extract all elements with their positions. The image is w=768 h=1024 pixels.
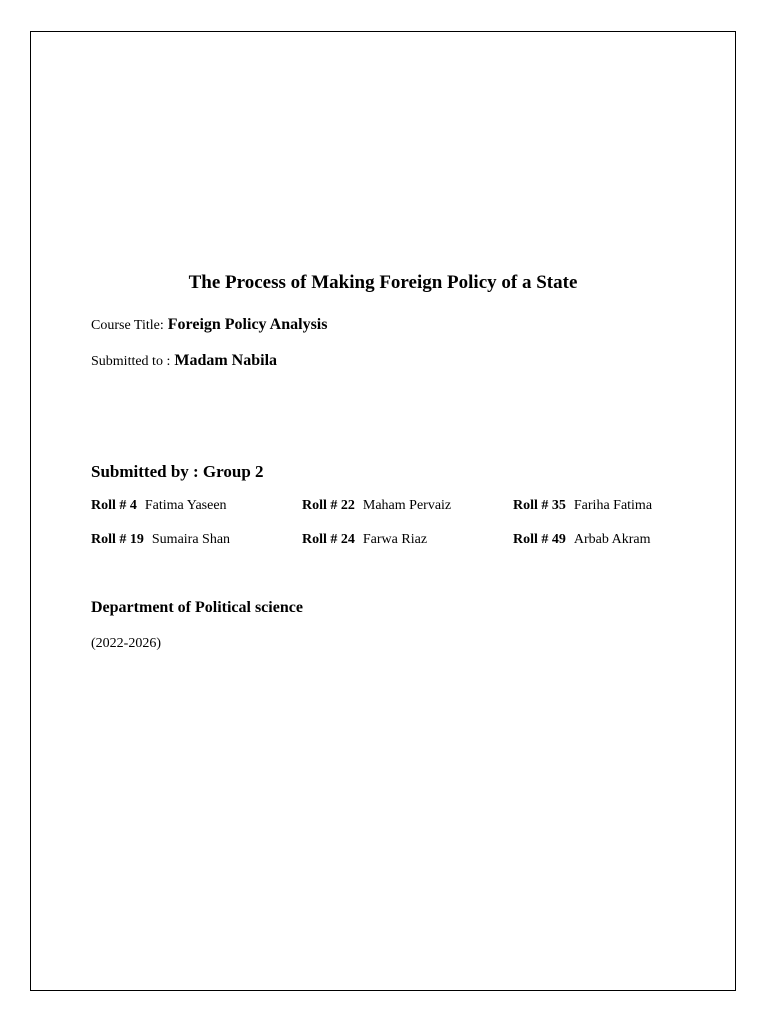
department-heading: Department of Political science [91, 599, 303, 616]
cover-page [30, 31, 736, 991]
member-name: Arbab Akram [573, 532, 651, 547]
member-entry [91, 532, 230, 548]
member-name: Sumaira Shan [151, 532, 231, 547]
submitted-by-heading: Submitted by : Group 2 [91, 462, 264, 481]
member-name: Farwa Riaz [362, 532, 428, 547]
roll-number: Roll # 49 [513, 532, 566, 547]
member-entry [302, 532, 427, 548]
course-title-label: Course Title: [91, 318, 164, 333]
member-entry [513, 532, 650, 548]
submitted-to-value: Madam Nabila [174, 352, 278, 369]
session-years: (2022-2026) [91, 636, 161, 651]
member-name: Fariha Fatima [573, 498, 653, 513]
member-entry [91, 498, 227, 514]
member-name: Maham Pervaiz [362, 498, 452, 513]
member-entry [513, 498, 652, 514]
submitted-to-label: Submitted to : [91, 354, 171, 369]
document-title: The Process of Making Foreign Policy of a State [188, 272, 578, 293]
member-row [91, 532, 731, 566]
course-title-value: Foreign Policy Analysis [167, 316, 328, 333]
roll-number: Roll # 19 [91, 532, 144, 547]
member-name: Fatima Yaseen [144, 498, 227, 513]
roll-number: Roll # 35 [513, 498, 566, 513]
roll-number: Roll # 24 [302, 532, 355, 547]
member-entry [302, 498, 451, 514]
member-row [91, 498, 731, 532]
course-title-line [91, 316, 327, 334]
roll-number: Roll # 4 [91, 498, 137, 513]
roll-number: Roll # 22 [302, 498, 355, 513]
member-roll-grid [91, 498, 731, 566]
submitted-to-line [91, 352, 277, 370]
